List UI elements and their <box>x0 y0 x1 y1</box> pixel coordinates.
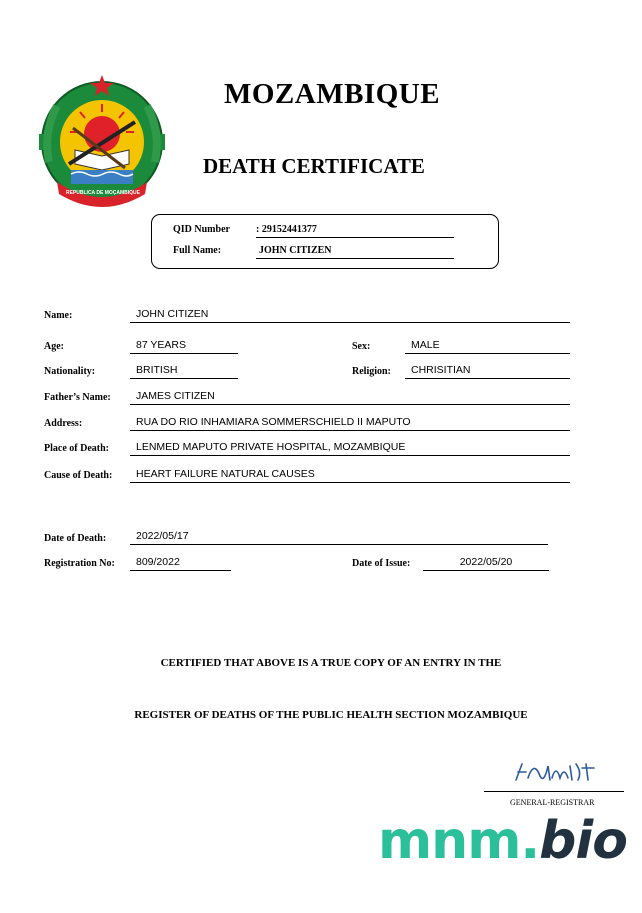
place-of-death-value: LENMED MAPUTO PRIVATE HOSPITAL, MOZAMBIQUE <box>130 441 570 456</box>
qid-value: : 29152441377 <box>256 224 454 238</box>
watermark-logo <box>378 811 627 871</box>
id-info-box <box>151 214 499 269</box>
cause-of-death-label: Cause of Death: <box>44 470 113 481</box>
place-of-death-label: Place of Death: <box>44 443 109 454</box>
emblem-ribbon-text: REPUBLICA DE MOÇAMBIQUE <box>66 190 140 196</box>
age-value: 87 YEARS <box>130 339 238 354</box>
address-value: RUA DO RIO INHAMIARA SOMMERSCHIELD II MAPUTO <box>130 416 570 431</box>
name-label: Name: <box>44 310 73 321</box>
watermark-part-2: bio <box>539 811 627 871</box>
nationality-value: BRITISH <box>130 364 238 379</box>
country-title: MOZAMBIQUE <box>224 78 441 110</box>
signature-line <box>484 791 624 792</box>
coat-of-arms-emblem <box>35 72 169 210</box>
date-of-death-value: 2022/05/17 <box>130 530 548 545</box>
religion-label: Religion: <box>352 366 391 377</box>
watermark-part-1: mnm. <box>378 811 540 871</box>
sex-value: MALE <box>405 339 570 354</box>
father-value: JAMES CITIZEN <box>130 390 570 405</box>
date-of-death-label: Date of Death: <box>44 533 107 544</box>
issue-date-value: 2022/05/20 <box>423 556 549 571</box>
signature-svg <box>512 758 596 788</box>
registration-label: Registration No: <box>44 558 115 569</box>
nationality-label: Nationality: <box>44 366 96 377</box>
cause-of-death-value: HEART FAILURE NATURAL CAUSES <box>130 468 570 483</box>
address-label: Address: <box>44 418 83 429</box>
father-label: Father’s Name: <box>44 392 111 403</box>
sex-label: Sex: <box>352 341 371 352</box>
qid-label: QID Number <box>173 224 230 235</box>
handwritten-signature <box>512 758 596 793</box>
name-value: JOHN CITIZEN <box>130 308 570 323</box>
age-label: Age: <box>44 341 64 352</box>
signatory-role: GENERAL-REGISTRAR <box>510 798 595 807</box>
fullname-value: JOHN CITIZEN <box>256 245 454 259</box>
certification-line-2: REGISTER OF DEATHS OF THE PUBLIC HEALTH SECTION MOZAMBIQUE <box>134 709 528 721</box>
certification-line-1: CERTIFIED THAT ABOVE IS A TRUE COPY OF AN ENTRY IN THE <box>160 657 502 669</box>
fullname-label: Full Name: <box>173 245 222 256</box>
issue-date-label: Date of Issue: <box>352 558 411 569</box>
registration-value: 809/2022 <box>130 556 231 571</box>
document-title: DEATH CERTIFICATE <box>203 154 425 178</box>
religion-value: CHRISITIAN <box>405 364 570 379</box>
